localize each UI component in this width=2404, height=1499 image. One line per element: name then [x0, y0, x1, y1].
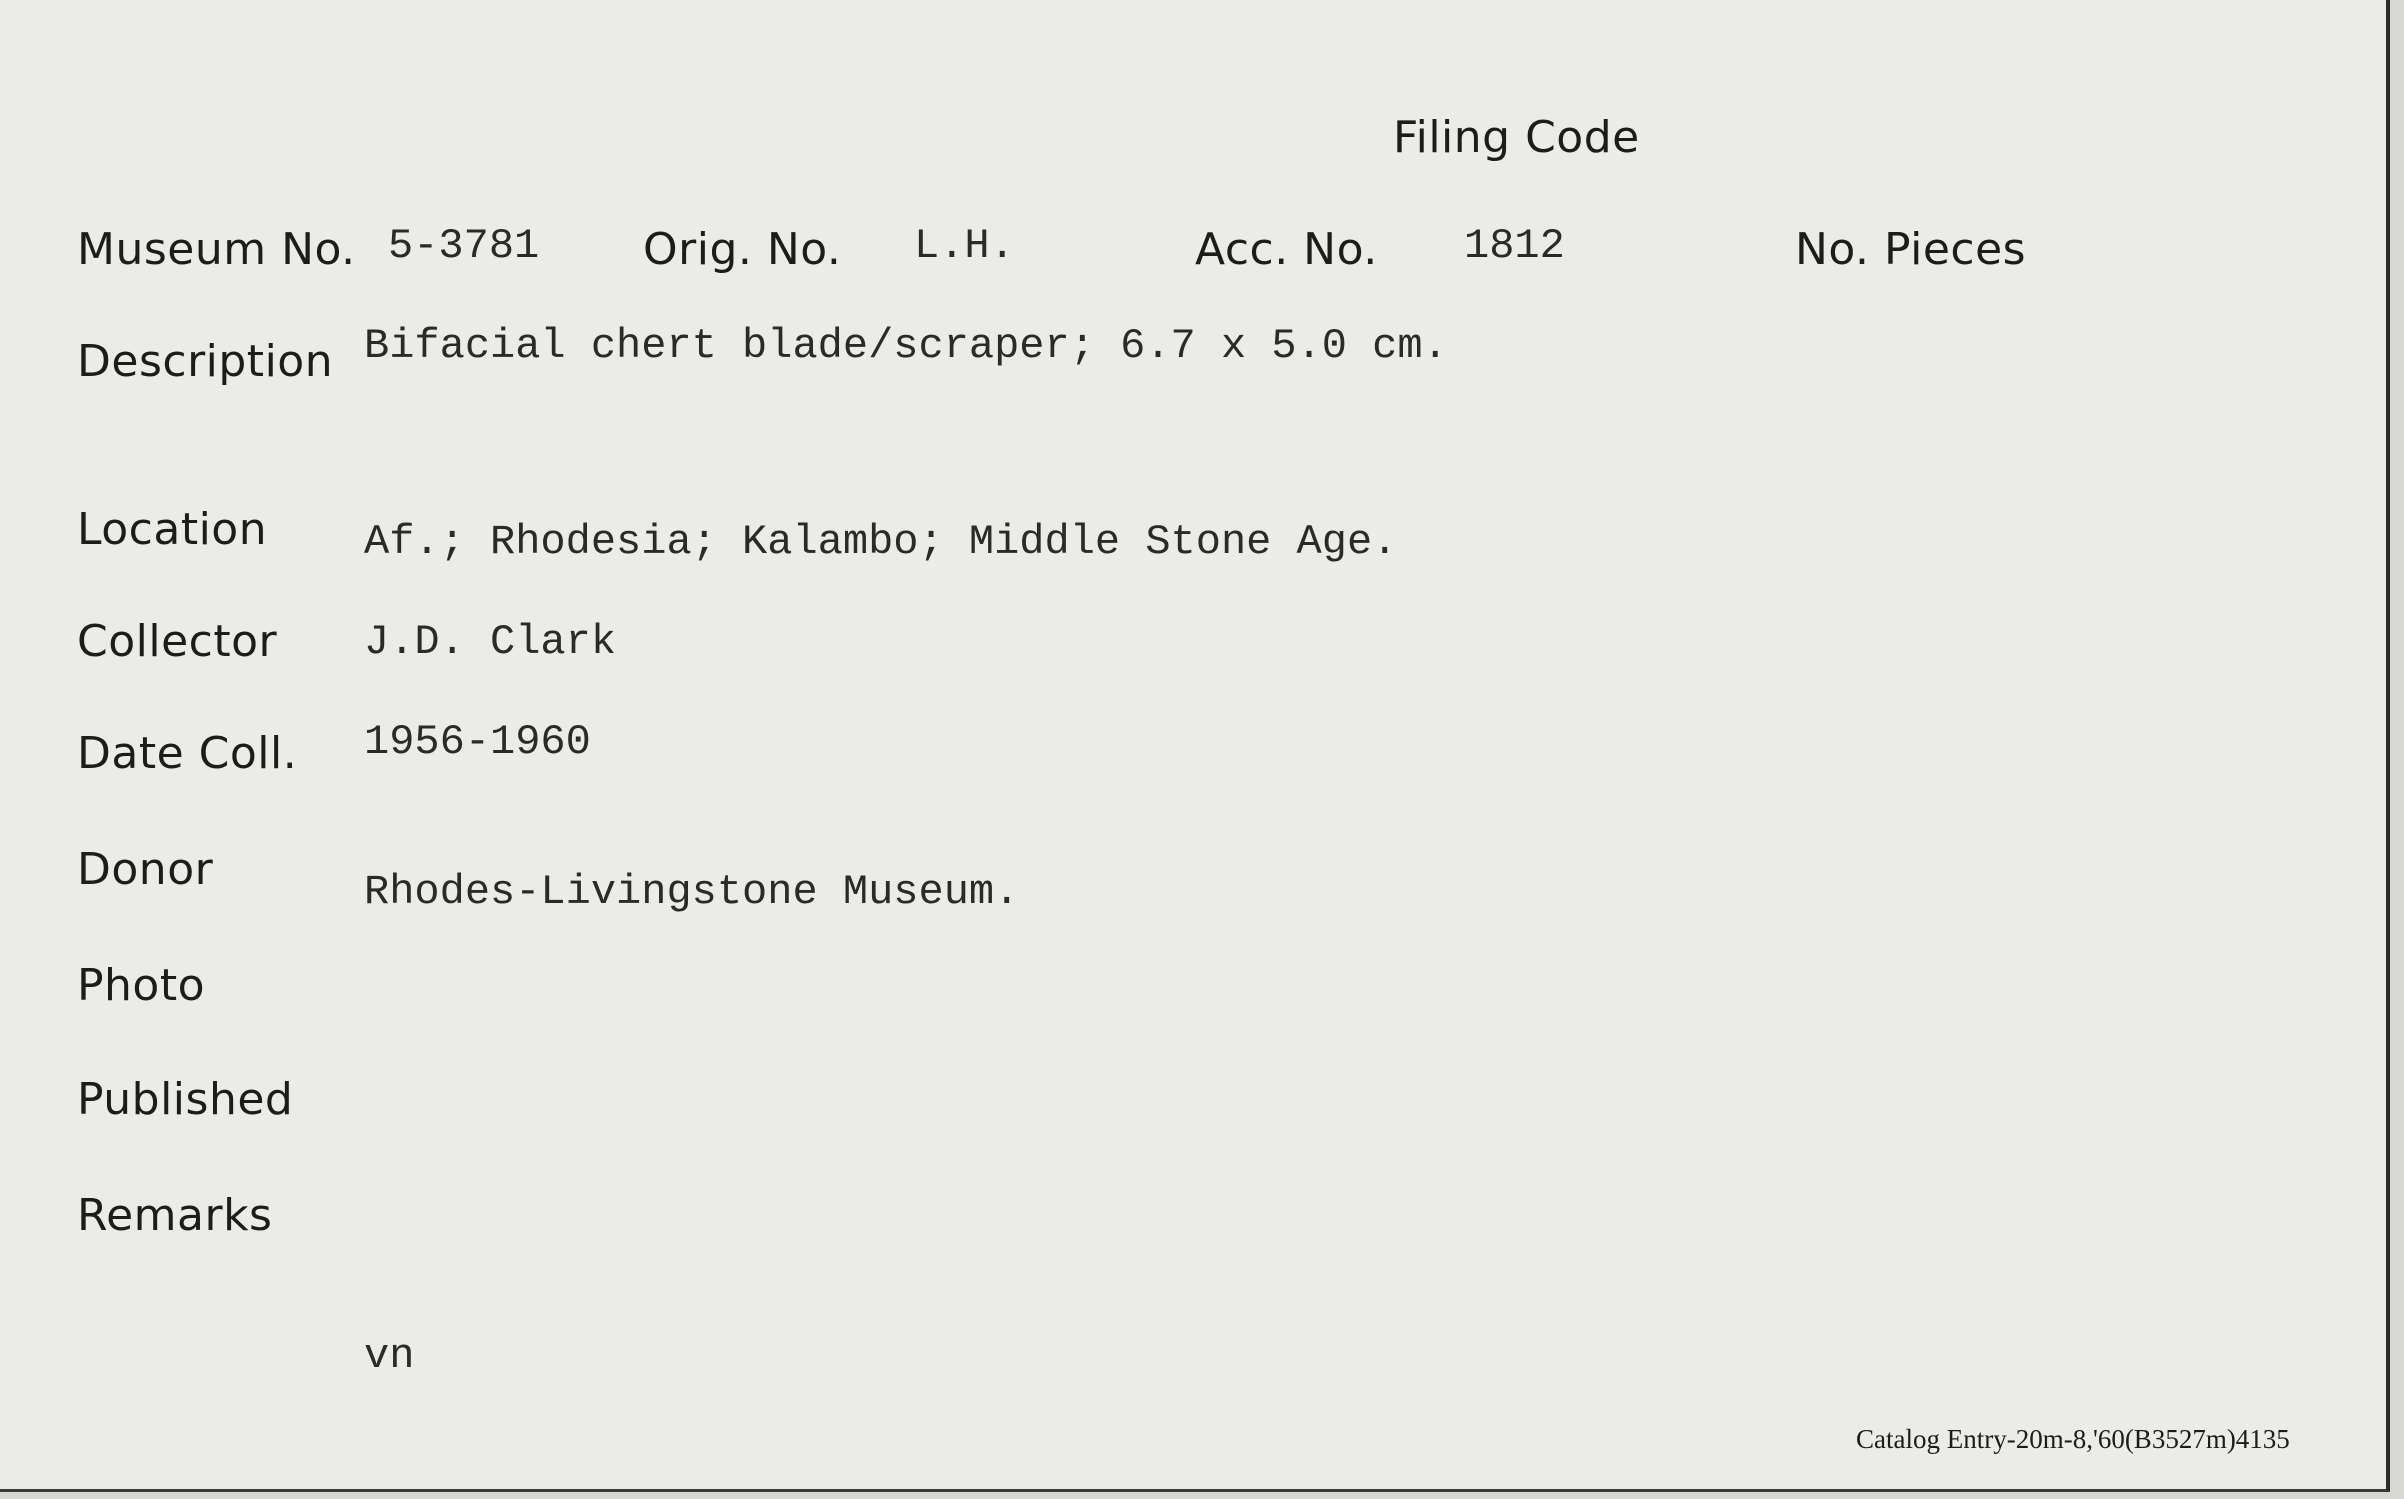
remarks-label: Remarks [77, 1190, 273, 1241]
description-label: Description [77, 336, 334, 387]
orig-no-label: Orig. No. [643, 224, 842, 275]
museum-no-label: Museum No. [77, 224, 356, 275]
date-coll-value: 1956-1960 [364, 718, 591, 766]
filing-code-label: Filing Code [1393, 112, 1640, 163]
orig-no-value: L.H. [914, 222, 1015, 270]
no-pieces-label: No. Pieces [1795, 224, 2027, 275]
donor-label: Donor [77, 844, 214, 895]
published-label: Published [77, 1074, 294, 1125]
photo-label: Photo [77, 960, 206, 1011]
location-value: Af.; Rhodesia; Kalambo; Middle Stone Age. [364, 518, 1398, 566]
collector-value: J.D. Clark [364, 618, 617, 666]
museum-no-value: 5-3781 [388, 222, 540, 270]
typist-initials: vn [364, 1332, 415, 1380]
acc-no-label: Acc. No. [1195, 224, 1378, 275]
donor-value: Rhodes-Livingstone Museum. [364, 868, 1020, 916]
date-coll-label: Date Coll. [77, 728, 298, 779]
description-value: Bifacial chert blade/scraper; 6.7 x 5.0 cm. [364, 322, 1448, 370]
catalog-entry-print-code: Catalog Entry-20m-8,'60(B3527m)4135 [1856, 1424, 2290, 1454]
acc-no-value: 1812 [1464, 222, 1565, 270]
location-label: Location [77, 504, 268, 555]
collector-label: Collector [77, 616, 278, 667]
